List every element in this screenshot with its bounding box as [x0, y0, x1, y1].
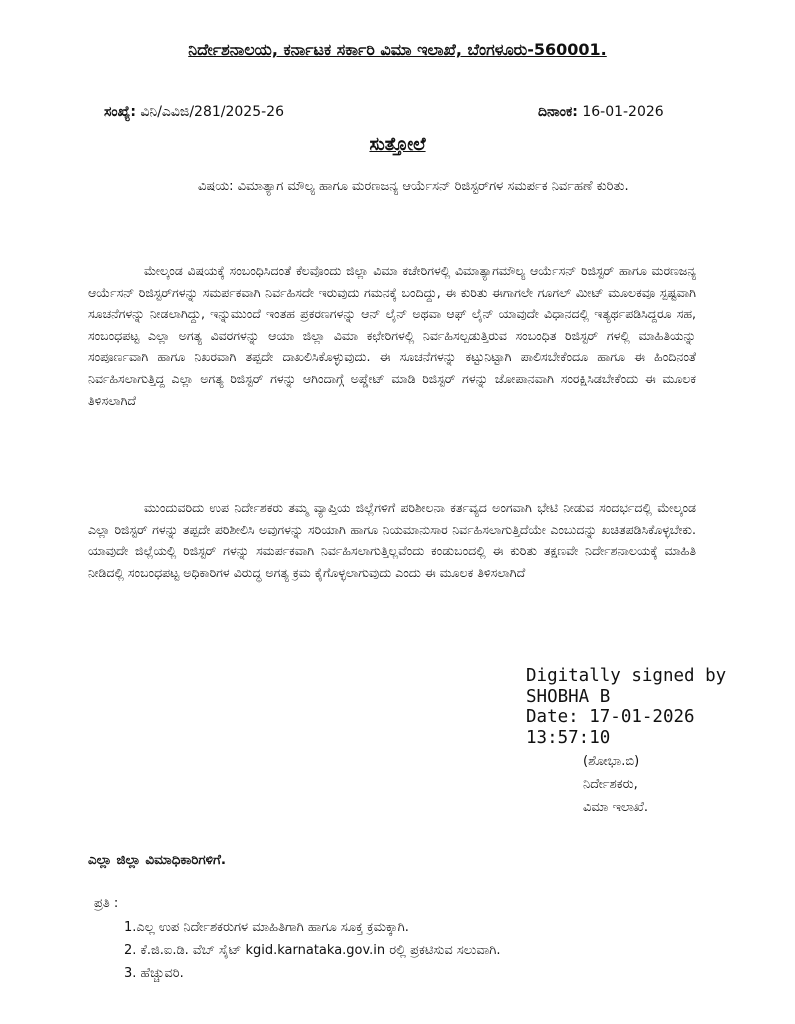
signatory-department: ವಿಮಾ ಇಲಾಖೆ. — [583, 800, 649, 815]
body-paragraph-2: ಮುಂದುವರಿದು ಉಪ ನಿರ್ದೇಶಕರು ತಮ್ಮ ವ್ಯಾಪ್ತಿಯ ಜಿಲ್ಲೆಗಳಿಗೆ ಪರಿಶೀಲನಾ ಕರ್ತವ್ಯದ ಅಂಗವಾಗಿ ಭೇಟಿ ನೀಡುವ ಸಂದರ್ಭದಲ್ಲಿ ಮೇಲ್ಕಂಡ ಎಲ್ಲಾ ರಿಜಿಸ್ಟರ್ ಗಳನ್ನು ತಪ್ಪದೇ ಪರಿಶೀಲಿಸಿ ಅವುಗಳನ್ನು ಸರಿಯಾಗಿ ಹಾಗೂ ನಿಯಮಾನುಸಾರ ನಿರ್ವಹಿಸಲಾಗುತ್ತಿದೆಯೇ ಎಂಬುದನ್ನು ಖಚಿತಪಡಿಸಿಕೊಳ್ಳಬೇಕು. ಯಾವುದೇ ಜಿಲ್ಲೆಯಲ್ಲಿ ರಿಜಿಸ್ಟರ್ ಗಳನ್ನು ಸಮರ್ಪಕವಾಗಿ ನಿರ್ವಹಿಸಲಾಗುತ್ತಿಲ್ಲವೆಂದು ಕಂಡುಬಂದಲ್ಲಿ ಈ ಕುರಿತು ತಕ್ಷಣವೇ ನಿರ್ದೇಶನಾಲಯಕ್ಕೆ ಮಾಹಿತಿ ನೀಡಿದಲ್ಲಿ ಸಂಬಂಧಪಟ್ಟ ಅಧಿಕಾರಿಗಳ ವಿರುದ್ಧ ಅಗತ್ಯ ಕ್ರಮ ಕೈಗೊಳ್ಳಲಾಗುವುದು ಎಂದು ಈ ಮೂಲಕ ತಿಳಿಸಲಾಗಿದೆ — [88, 500, 696, 580]
reference-label: ಸಂಖ್ಯೆ: — [104, 104, 136, 120]
signatory-designation: ನಿರ್ದೇಶಕರು, — [583, 777, 638, 792]
digital-signature-line-2: SHOBHA B — [526, 686, 611, 707]
signatory-block — [583, 750, 648, 819]
date-value: 16-01-2026 — [582, 104, 664, 120]
digital-signature-line-3: Date: 17-01-2026 — [526, 707, 695, 727]
reference-value: ವಿನಿ/ಎವಿಜಿ/281/2025-26 — [140, 104, 284, 120]
digital-signature-line-1: Digitally signed by — [526, 666, 727, 686]
office-header: ನಿರ್ದೇಶನಾಲಯ, ಕರ್ನಾಟಕ ಸರ್ಕಾರಿ ವಿಮಾ ಇಲಾಖೆ, ಬೆಂಗಳೂರು-560001. — [188, 40, 607, 59]
digital-signature — [526, 666, 776, 748]
copy-item: 3. ಹೆಚ್ಚುವರಿ. — [124, 966, 184, 981]
addressee: ಎಲ್ಲಾ ಜಿಲ್ಲಾ ವಿಮಾಧಿಕಾರಿಗಳಿಗೆ. — [88, 852, 227, 868]
copy-list — [124, 916, 684, 985]
copy-label: ಪ್ರತಿ : — [94, 896, 119, 911]
subject-line: ವಿಷಯ: ವಿಮಾತ್ಯಾಗ ಮೌಲ್ಯ ಹಾಗೂ ಮರಣಜನ್ಯ ಆರ್ಯೆಸನ್ ರಿಜಿಸ್ಟರ್‌ಗಳ ಸಮರ್ಪಕ ನಿರ್ವಹಣೆ ಕುರಿತು. — [198, 179, 629, 194]
copy-item: 2. ಕೆ.ಜಿ.ಐ.ಡಿ. ವೆಬ್ ಸೈಟ್ kgid.karnataka.gov.in ರಲ್ಲಿ ಪ್ರಕಟಿಸುವ ಸಲುವಾಗಿ. — [124, 943, 501, 958]
signatory-name: (ಶೋಭಾ.ಬಿ) — [583, 754, 640, 769]
copy-item: 1.ಎಲ್ಲ ಉಪ ನಿರ್ದೇಶಕರುಗಳ ಮಾಹಿತಿಗಾಗಿ ಹಾಗೂ ಸೂಕ್ತ ಕ್ರಮಕ್ಕಾಗಿ. — [124, 920, 409, 935]
reference-number — [104, 104, 284, 120]
body-paragraph-1: ಮೇಲ್ಕಂಡ ವಿಷಯಕ್ಕೆ ಸಂಬಂಧಿಸಿದಂತೆ ಕೆಲವೊಂದು ಜಿಲ್ಲಾ ವಿಮಾ ಕಚೇರಿಗಳಲ್ಲಿ ವಿಮಾತ್ಯಾಗಮೌಲ್ಯ ಆರ್ಯೆಸನ್ ರಿಜಿಸ್ಟರ್ ಹಾಗೂ ಮರಣಜನ್ಯ ಆರ್ಯೆಸನ್ ರಿಜಿಸ್ಟರ್‌ಗಳನ್ನು ಸಮರ್ಪಕವಾಗಿ ನಿರ್ವಹಿಸದೇ ಇರುವುದು ಗಮನಕ್ಕೆ ಬಂದಿದ್ದು, ಈ ಕುರಿತು ಈಗಾಗಲೇ ಗೂಗಲ್ ಮೀಟ್ ಮೂಲಕವೂ ಸ್ಪಷ್ಟವಾಗಿ ಸೂಚನೆಗಳನ್ನು ನೀಡಲಾಗಿದ್ದು, ಇನ್ನುಮುಂದೆ ಇಂತಹ ಪ್ರಕರಣಗಳನ್ನು ಆನ್ ಲೈನ್ ಅಥವಾ ಆಫ್ ಲೈನ್ ಯಾವುದೇ ವಿಧಾನದಲ್ಲಿ ಇತ್ಯರ್ಥಪಡಿಸಿದ್ದರೂ ಸಹ, ಸಂಬಂಧಪಟ್ಟ ಎಲ್ಲಾ ಅಗತ್ಯ ವಿವರಗಳನ್ನು ಆಯಾ ಜಿಲ್ಲಾ ವಿಮಾ ಕಛೇರಿಗಳಲ್ಲಿ ನಿರ್ವಹಿಸಲ್ಪಡುತ್ತಿರುವ ಸಂಬಂಧಿತ ರಿಜಿಸ್ಟರ್ ಗಳಲ್ಲಿ ಮಾಹಿತಿಯನ್ನು ಸಂಪೂರ್ಣವಾಗಿ ಹಾಗೂ ನಿಖರವಾಗಿ ತಪ್ಪದೇ ದಾಖಲಿಸಿಕೊಳ್ಳುವುದು. ಈ ಸೂಚನೆಗಳನ್ನು ಕಟ್ಟುನಿಟ್ಟಾಗಿ ಪಾಲಿಸಬೇಕೆಂದೂ ಹಾಗೂ ಈ ಹಿಂದಿನಂತೆ ನಿರ್ವಹಿಸಲಾಗುತ್ತಿದ್ದ ಎಲ್ಲಾ ಅಗತ್ಯ ರಿಜಿಸ್ಟರ್ ಗಳನ್ನು ಆಗಿಂದಾಗ್ಗೆ ಅಪ್ಡೇಟ್ ಮಾಡಿ ರಿಜಿಸ್ಟರ್ ಗಳನ್ನು ಜೋಪಾನವಾಗಿ ಸಂರಕ್ಷಿಸಿಡಬೇಕೆಂದು ಈ ಮೂಲಕ ತಿಳಿಸಲಾಗಿದೆ — [88, 263, 696, 408]
document-date — [538, 104, 664, 120]
date-label: ದಿನಾಂಕ: — [538, 104, 578, 120]
document-title: ಸುತ್ತೋಲೆ — [369, 134, 426, 155]
digital-signature-line-4: 13:57:10 — [526, 727, 611, 748]
